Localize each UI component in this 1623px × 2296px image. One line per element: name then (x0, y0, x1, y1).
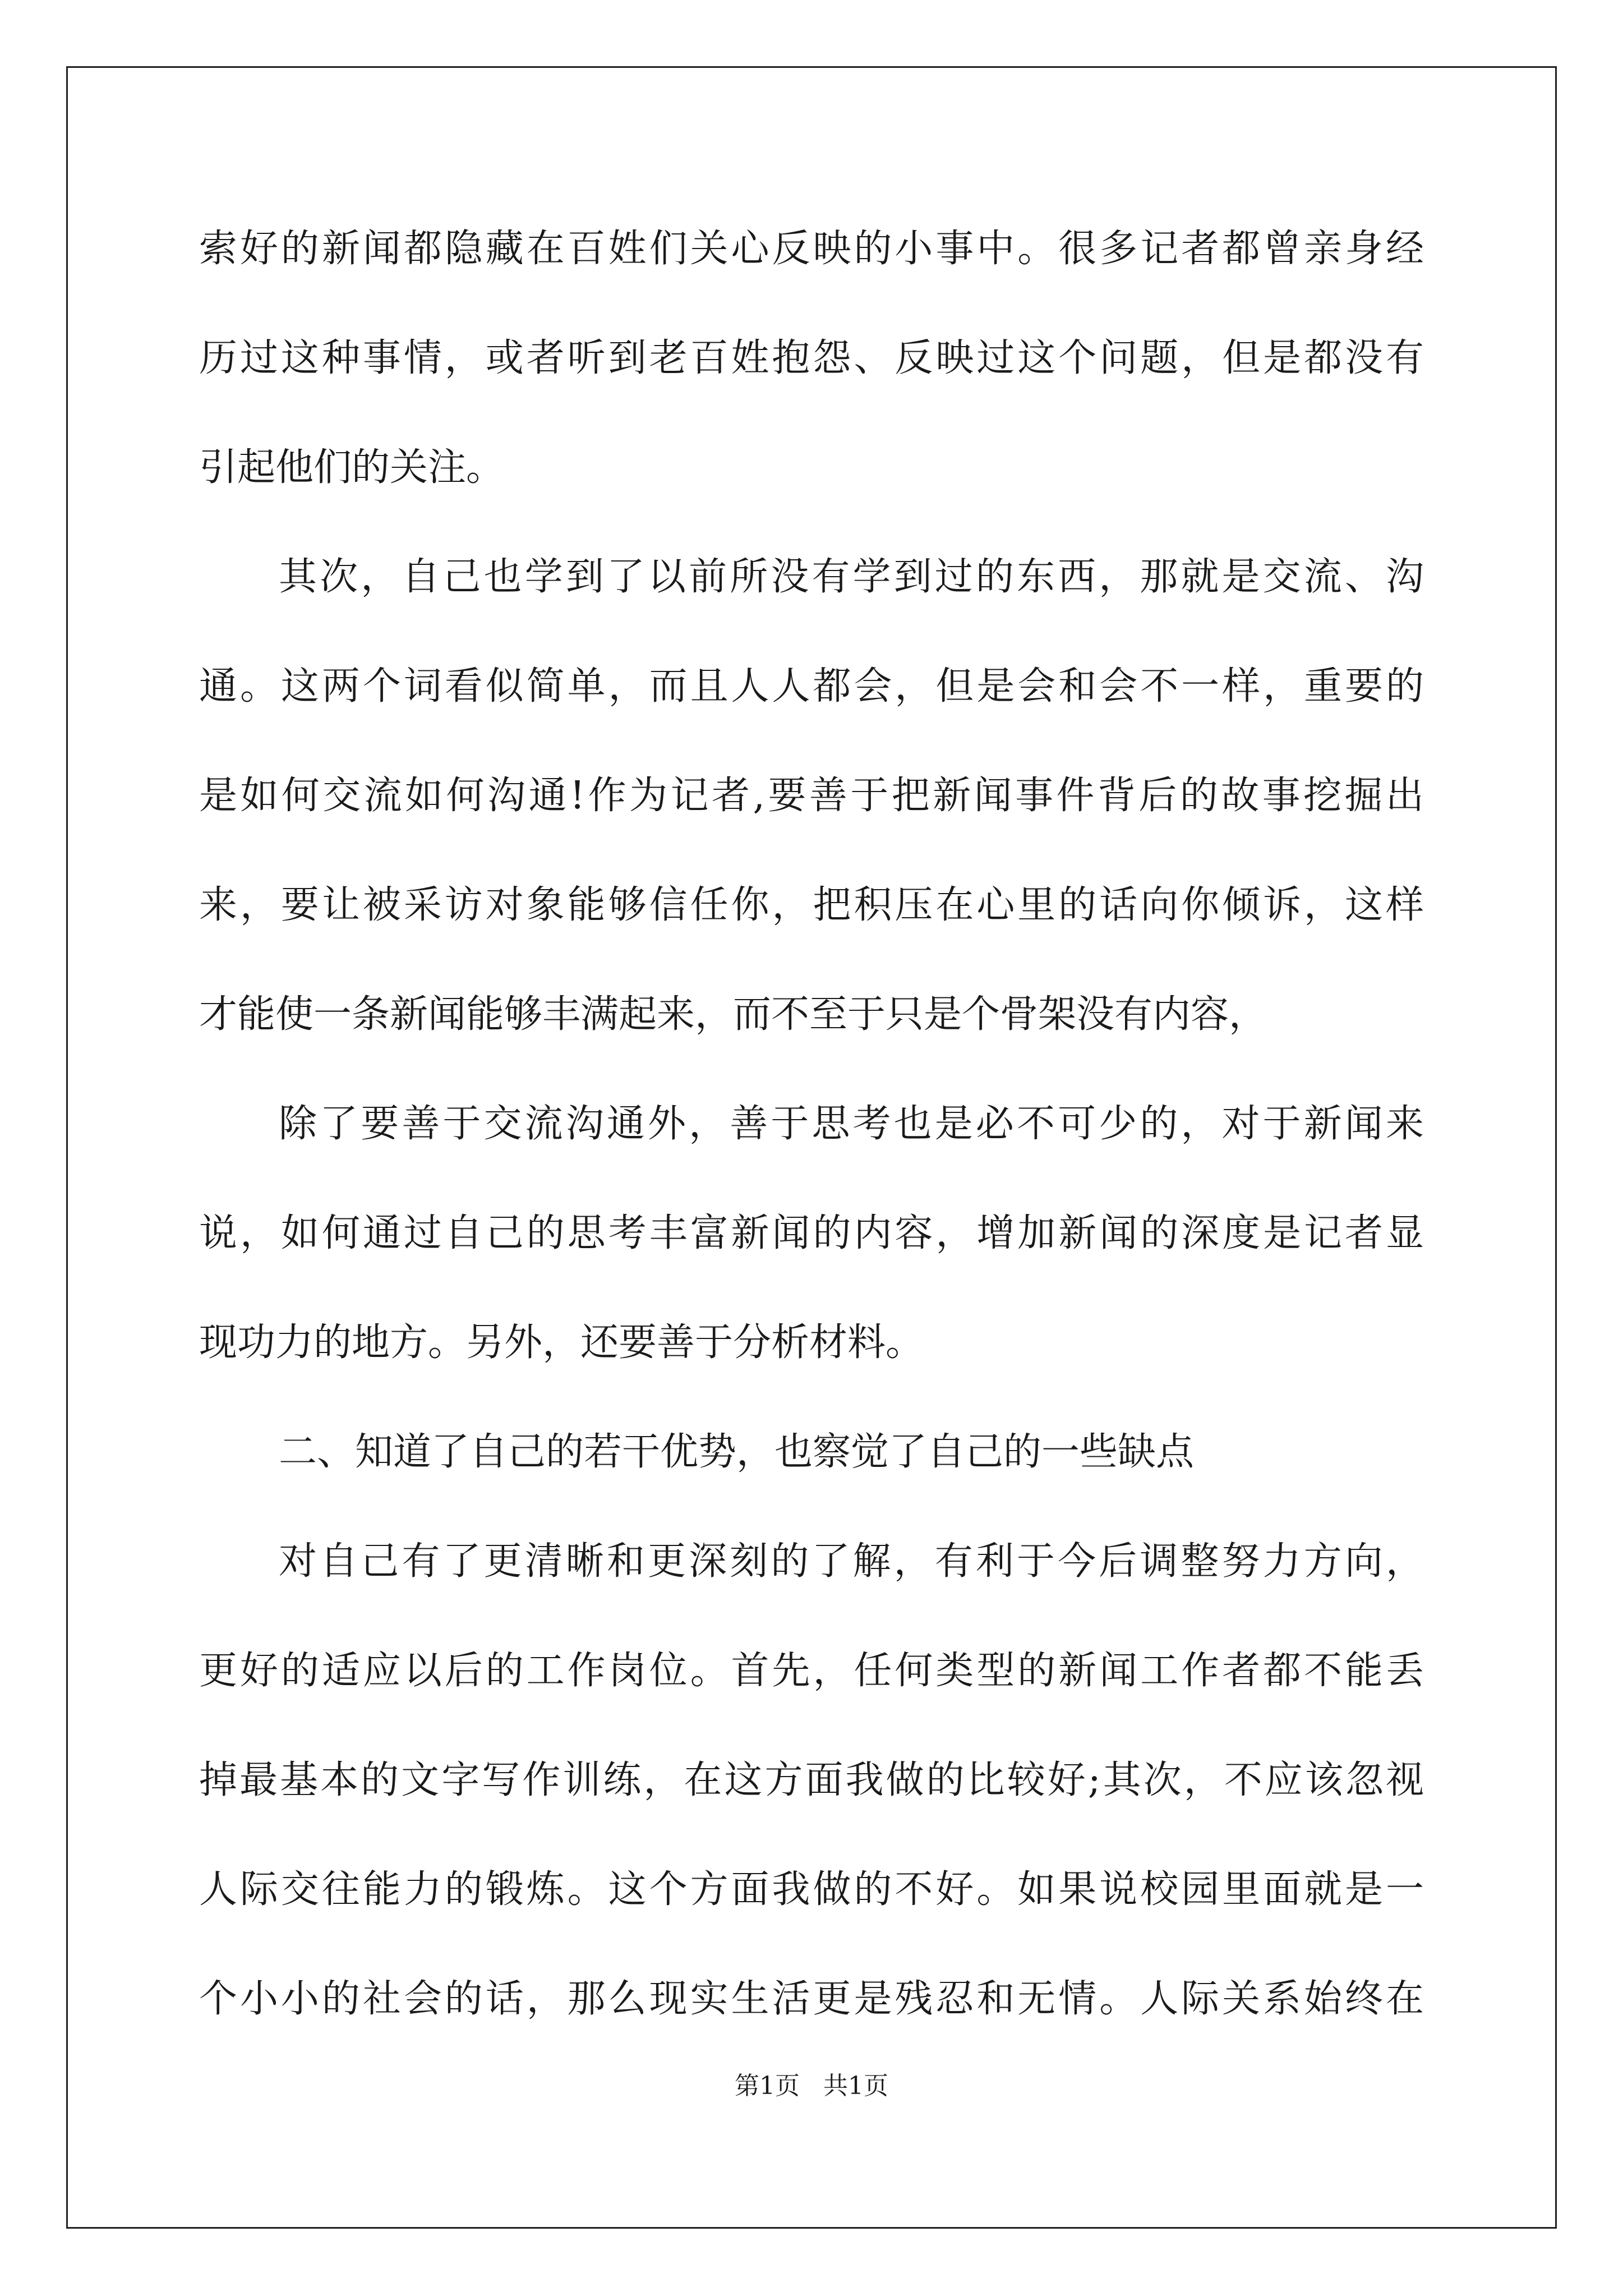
text-line: 个小小的社会的话，那么现实生活更是残忍和无情。人际关系始终在 (199, 1977, 1424, 2021)
text-line: 是如何交流如何沟通!作为记者,要善于把新闻事件背后的故事挖掘出 (199, 774, 1424, 818)
text-line: 引起他们的关注。 (199, 445, 505, 490)
text-line: 其次，自己也学到了以前所没有学到过的东西，那就是交流、沟 (279, 555, 1424, 599)
text-line: 才能使一条新闻能够丰满起来，而不至于只是个骨架没有内容， (199, 992, 1267, 1037)
text-line: 来，要让被采访对象能够信任你，把积压在心里的话向你倾诉，这样 (199, 883, 1424, 927)
text-line: 除了要善于交流沟通外，善于思考也是必不可少的，对于新闻来 (279, 1102, 1424, 1146)
text-line: 索好的新闻都隐藏在百姓们关心反映的小事中。很多记者都曾亲身经 (199, 227, 1424, 271)
section-heading: 二、知道了自己的若干优势，也察觉了自己的一些缺点 (279, 1430, 1195, 1474)
text-line: 历过这种事情，或者听到老百姓抱怨、反映过这个问题，但是都没有 (199, 336, 1424, 380)
text-line: 人际交往能力的锻炼。这个方面我做的不好。如果说校园里面就是一 (199, 1867, 1424, 1912)
text-line: 更好的适应以后的工作岗位。首先，任何类型的新闻工作者都不能丢 (199, 1649, 1424, 1693)
text-line: 说，如何通过自己的思考丰富新闻的内容，增加新闻的深度是记者显 (199, 1211, 1424, 1255)
page-number-footer: 第1页 共1页 (735, 2072, 888, 2100)
text-line: 现功力的地方。另外，还要善于分析材料。 (199, 1320, 924, 1365)
text-line: 对自己有了更清晰和更深刻的了解，有利于今后调整努力方向， (279, 1539, 1424, 1584)
text-line: 通。这两个词看似简单，而且人人都会，但是会和会不一样，重要的 (199, 664, 1424, 708)
text-line: 掉最基本的文字写作训练，在这方面我做的比较好;其次，不应该忽视 (199, 1758, 1424, 1802)
